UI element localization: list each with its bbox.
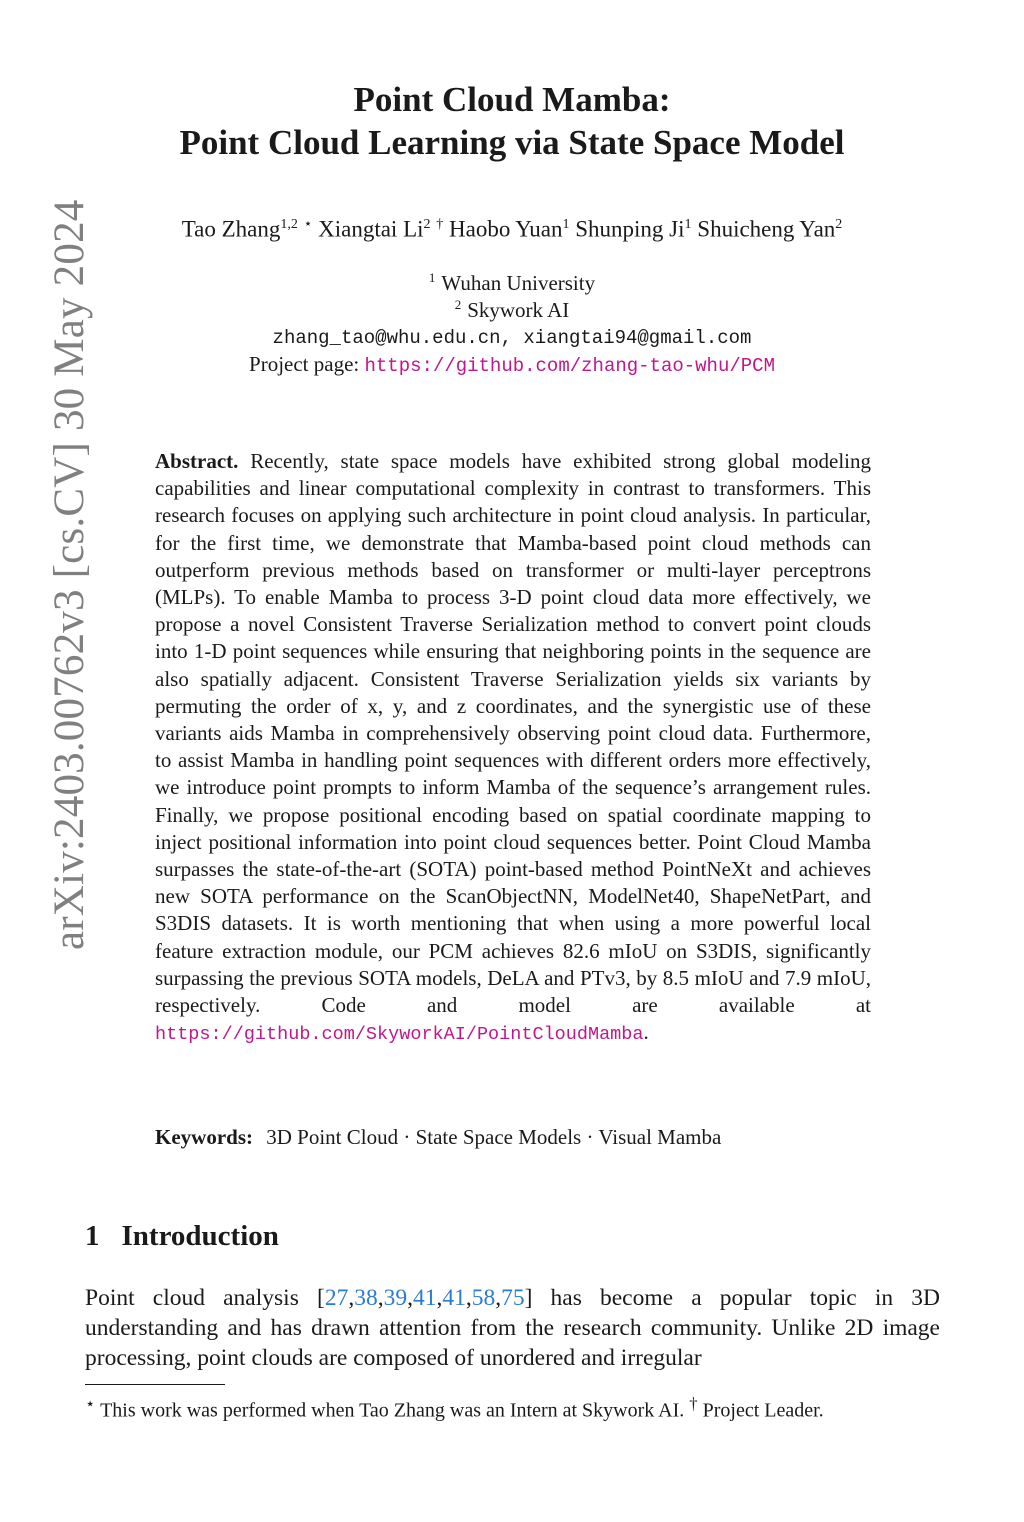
author-sup: 2 (835, 217, 843, 232)
author-mark: ⋆ (303, 217, 313, 232)
title-line-2: Point Cloud Learning via State Space Model (179, 123, 845, 162)
footnote-divider (85, 1384, 225, 1385)
affiliation-name: Wuhan University (441, 271, 596, 295)
keywords-text: 3D Point Cloud · State Space Models · Visual Mamba (266, 1125, 722, 1149)
abstract-end: . (643, 1020, 649, 1045)
author-sup: 1,2 (280, 217, 298, 232)
citation-link[interactable]: 38 (354, 1285, 378, 1311)
author-sup: 1 (684, 217, 692, 232)
arxiv-identifier (45, 70, 93, 950)
abstract (155, 448, 871, 1048)
author-name: Tao Zhang (181, 216, 281, 242)
footnote (85, 1391, 945, 1424)
author-name: Shuicheng Yan (697, 216, 836, 242)
footnote-star: ⋆ (85, 1394, 96, 1413)
footnote-dagger: † (689, 1394, 698, 1413)
citation-link[interactable]: 39 (383, 1285, 408, 1311)
keywords-label: Keywords: (155, 1125, 253, 1149)
section-number: 1 (85, 1220, 100, 1252)
section-title: Introduction (121, 1220, 279, 1252)
abstract-heading: Abstract. (155, 449, 239, 473)
project-page-link[interactable]: https://github.com/zhang-tao-whu/PCM (364, 355, 775, 377)
project-page-label: Project page: (249, 352, 365, 376)
intro-paragraph: Point cloud analysis [27,38,39,41,41,58,75] has become a popular topic in 3D understanding and has drawn attention from the research community. Unlike 2D image processing, point clouds are composed of unordered and irregular (85, 1285, 940, 1371)
author-name: Shunping Ji (575, 216, 685, 242)
footnote-text: This work was performed when Tao Zhang was an Intern at Skywork AI. (100, 1399, 685, 1422)
affiliation-sup: 2 (454, 297, 462, 312)
affiliation-1 (0, 270, 1024, 296)
code-link[interactable]: https://github.com/SkyworkAI/PointCloudMamba (155, 1024, 644, 1046)
affiliation-sup: 1 (428, 270, 436, 285)
author-name: Haobo Yuan (449, 216, 563, 242)
intro-text-before: Point cloud analysis [ (85, 1285, 325, 1311)
project-page (0, 352, 1024, 377)
author-list (0, 216, 1024, 243)
author-emails: zhang_tao@whu.edu.cn, xiangtai94@gmail.com (272, 327, 752, 349)
citation-link[interactable]: 27 (324, 1285, 349, 1311)
author-sup: 2 (423, 217, 431, 232)
citation-link[interactable]: 41 (442, 1285, 466, 1311)
affiliation-name: Skywork AI (467, 298, 570, 322)
citation-link[interactable]: 58 (471, 1285, 496, 1311)
footnote-text-2: Project Leader. (702, 1399, 824, 1422)
affiliation-2 (0, 297, 1024, 323)
section-heading (85, 1220, 279, 1253)
keywords (155, 1125, 871, 1150)
paper-title (0, 78, 1024, 164)
citation-link[interactable]: 75 (501, 1285, 525, 1311)
citation-link[interactable]: 41 (412, 1285, 437, 1311)
author-mark: † (436, 217, 444, 232)
author-sup: 1 (562, 217, 570, 232)
title-line-1: Point Cloud Mamba: (353, 80, 671, 119)
intro-text-after: ] has become a popular topic in 3D understanding and has drawn attention from the research community. Unlike 2D image processing, point clouds are composed of unordered and irregular (85, 1285, 940, 1371)
abstract-text: Recently, state space models have exhibited strong global modeling capabilities and linear computational complexity in contrast to transformers. This research focuses on applying such architecture in point cloud analysis. In particular, for the first time, we demonstrate that Mamba-based point cloud methods can outperform previous methods based on transformer or multi-layer perceptrons (MLPs). To enable Mamba to process 3-D point cloud data more effectively, we propose a novel Consistent Traverse Serialization method to convert point clouds into 1-D point sequences while ensuring that neighboring points in the sequence are also spatially adjacent. Consistent Traverse Serialization yields six variants by permuting the order of x, y, and z coordinates, and the synergistic use of these variants aids Mamba in comprehensively observing point cloud data. Furthermore, to assist Mamba in handling point sequences with different orders more effectively, we introduce point prompts to inform Mamba of the sequence’s arrangement rules. Finally, we propose positional encoding based on spatial coordinate mapping to inject positional information into point cloud sequences better. Point Cloud Mamba surpasses the state-of-the-art (SOTA) point-based method PointNeXt and achieves new SOTA performance on the ScanObjectNN, ModelNet40, ShapeNetPart, and S3DIS datasets. It is worth mentioning that when using a more powerful local feature extraction module, our PCM achieves 82.6 mIoU on S3DIS, significantly surpassing the previous SOTA models, DeLA and PTv3, by 8.5 mIoU and 7.9 mIoU, respectively. Code and model are available at (155, 449, 872, 1018)
author-name: Xiangtai Li (318, 216, 424, 242)
arxiv-id-text: arXiv:2403.00762v3 [cs.CV] 30 May 2024 (46, 199, 93, 950)
